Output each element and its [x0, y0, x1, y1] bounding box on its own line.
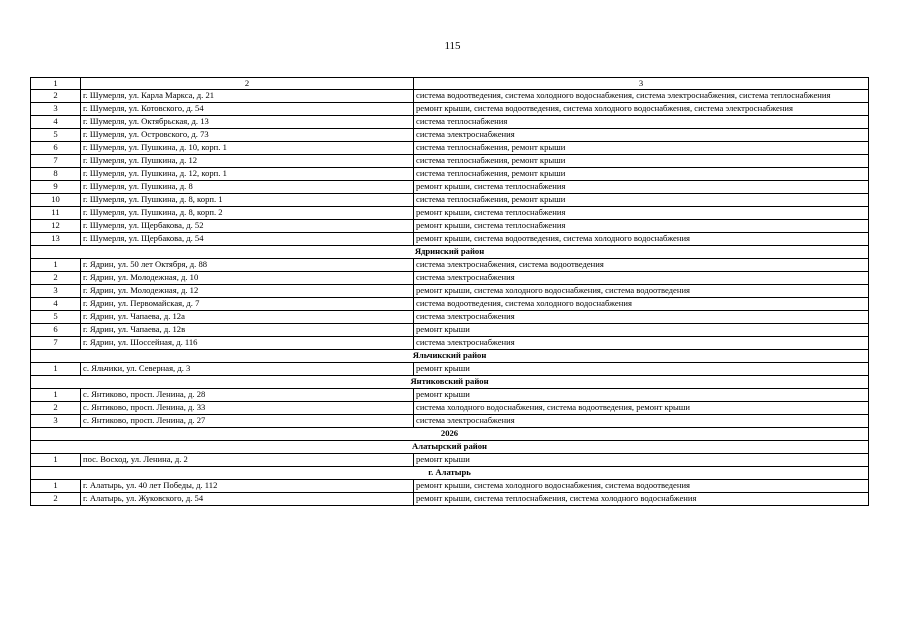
row-number: 12 [31, 220, 81, 233]
works-cell: система электроснабжения, система водоотведения [414, 259, 869, 272]
row-number: 4 [31, 298, 81, 311]
works-cell: система электроснабжения [414, 415, 869, 428]
address-cell: г. Шумерля, ул. Пушкина, д. 8, корп. 2 [81, 207, 414, 220]
row-number: 7 [31, 337, 81, 350]
address-cell: г. Шумерля, ул. Щербакова, д. 54 [81, 233, 414, 246]
address-cell: г. Ядрин, ул. Первомайская, д. 7 [81, 298, 414, 311]
address-cell: г. Ядрин, ул. Шоссейная, д. 116 [81, 337, 414, 350]
row-number: 8 [31, 168, 81, 181]
works-cell: система электроснабжения [414, 272, 869, 285]
address-cell: г. Шумерля, ул. Пушкина, д. 8, корп. 1 [81, 194, 414, 207]
table-row [31, 324, 869, 337]
table-row [31, 194, 869, 207]
table-row [31, 480, 869, 493]
table-row [31, 272, 869, 285]
works-cell: ремонт крыши, система теплоснабжения, система холодного водоснабжения [414, 493, 869, 506]
row-number: 2 [31, 493, 81, 506]
row-number: 6 [31, 324, 81, 337]
table-row [31, 220, 869, 233]
table-row [31, 116, 869, 129]
address-cell: г. Шумерля, ул. Пушкина, д. 8 [81, 181, 414, 194]
table-row [31, 493, 869, 506]
table-row [31, 142, 869, 155]
address-cell: с. Яльчики, ул. Северная, д. 3 [81, 363, 414, 376]
table-row [31, 207, 869, 220]
works-cell: ремонт крыши, система теплоснабжения [414, 220, 869, 233]
works-cell: ремонт крыши, система теплоснабжения [414, 207, 869, 220]
table-row [31, 90, 869, 103]
registry-table-body [31, 78, 869, 506]
address-cell: г. Ядрин, ул. Молодежная, д. 10 [81, 272, 414, 285]
works-cell: система электроснабжения [414, 337, 869, 350]
address-cell: г. Шумерля, ул. Октябрьская, д. 13 [81, 116, 414, 129]
section-heading-row [31, 467, 869, 480]
works-cell: ремонт крыши, система холодного водоснабжения, система водоотведения [414, 285, 869, 298]
works-cell: ремонт крыши, система водоотведения, система холодного водоснабжения, система электроснабжения [414, 103, 869, 116]
address-cell: г. Шумерля, ул. Пушкина, д. 12 [81, 155, 414, 168]
section-heading-row [31, 376, 869, 389]
section-heading-row [31, 428, 869, 441]
table-row [31, 259, 869, 272]
works-cell: система электроснабжения [414, 311, 869, 324]
address-cell: г. Шумерля, ул. Островского, д. 73 [81, 129, 414, 142]
row-number: 5 [31, 311, 81, 324]
works-cell: система холодного водоснабжения, система водоотведения, ремонт крыши [414, 402, 869, 415]
row-number: 6 [31, 142, 81, 155]
table-row [31, 103, 869, 116]
section-heading: 2026 [31, 428, 869, 441]
registry-table [30, 77, 869, 506]
works-cell: система теплоснабжения [414, 116, 869, 129]
works-cell: ремонт крыши [414, 389, 869, 402]
address-cell: с. Янтиково, просп. Ленина, д. 28 [81, 389, 414, 402]
works-cell: ремонт крыши, система теплоснабжения [414, 181, 869, 194]
row-number: 3 [31, 415, 81, 428]
table-row [31, 129, 869, 142]
address-cell: г. Ядрин, ул. 50 лет Октября, д. 88 [81, 259, 414, 272]
row-number: 1 [31, 389, 81, 402]
works-cell: ремонт крыши, система водоотведения, система холодного водоснабжения [414, 233, 869, 246]
address-cell: г. Ядрин, ул. Молодежная, д. 12 [81, 285, 414, 298]
row-number: 3 [31, 103, 81, 116]
address-cell: г. Алатырь, ул. 40 лет Победы, д. 112 [81, 480, 414, 493]
table-row [31, 337, 869, 350]
table-row [31, 454, 869, 467]
section-heading-row [31, 350, 869, 363]
row-number: 11 [31, 207, 81, 220]
works-cell: система теплоснабжения, ремонт крыши [414, 168, 869, 181]
address-cell: г. Ядрин, ул. Чапаева, д. 12а [81, 311, 414, 324]
table-row [31, 298, 869, 311]
column-number-3: 3 [414, 78, 869, 90]
page-number: 115 [444, 40, 461, 52]
row-number: 9 [31, 181, 81, 194]
row-number: 13 [31, 233, 81, 246]
row-number: 2 [31, 90, 81, 103]
table-row [31, 415, 869, 428]
row-number: 4 [31, 116, 81, 129]
address-cell: г. Шумерля, ул. Щербакова, д. 52 [81, 220, 414, 233]
section-heading: Алатырский район [31, 441, 869, 454]
table-row [31, 285, 869, 298]
address-cell: г. Шумерля, ул. Котовского, д. 54 [81, 103, 414, 116]
table-row [31, 233, 869, 246]
table-row [31, 155, 869, 168]
works-cell: система теплоснабжения, ремонт крыши [414, 155, 869, 168]
section-heading-row [31, 246, 869, 259]
row-number: 10 [31, 194, 81, 207]
works-cell: ремонт крыши [414, 363, 869, 376]
row-number: 1 [31, 259, 81, 272]
table-row [31, 181, 869, 194]
row-number: 3 [31, 285, 81, 298]
works-cell: система теплоснабжения, ремонт крыши [414, 142, 869, 155]
address-cell: г. Алатырь, ул. Жуковского, д. 54 [81, 493, 414, 506]
address-cell: г. Шумерля, ул. Пушкина, д. 10, корп. 1 [81, 142, 414, 155]
row-number: 5 [31, 129, 81, 142]
column-number-row [31, 78, 869, 90]
table-row [31, 311, 869, 324]
works-cell: ремонт крыши, система холодного водоснабжения, система водоотведения [414, 480, 869, 493]
works-cell: ремонт крыши [414, 454, 869, 467]
works-cell: система теплоснабжения, ремонт крыши [414, 194, 869, 207]
address-cell: с. Янтиково, просп. Ленина, д. 27 [81, 415, 414, 428]
section-heading: Яльчикский район [31, 350, 869, 363]
row-number: 1 [31, 363, 81, 376]
table-row [31, 363, 869, 376]
table-row [31, 402, 869, 415]
address-cell: с. Янтиково, просп. Ленина, д. 33 [81, 402, 414, 415]
row-number: 1 [31, 454, 81, 467]
section-heading: Ядринский район [31, 246, 869, 259]
address-cell: г. Шумерля, ул. Пушкина, д. 12, корп. 1 [81, 168, 414, 181]
row-number: 1 [31, 480, 81, 493]
address-cell: г. Шумерля, ул. Карла Маркса, д. 21 [81, 90, 414, 103]
section-heading-row [31, 441, 869, 454]
table-row [31, 389, 869, 402]
works-cell: система электроснабжения [414, 129, 869, 142]
works-cell: система водоотведения, система холодного водоснабжения, система электроснабжения, система теплоснабжения [414, 90, 869, 103]
address-cell: г. Ядрин, ул. Чапаева, д. 12в [81, 324, 414, 337]
row-number: 2 [31, 272, 81, 285]
column-number-1: 1 [31, 78, 81, 90]
section-heading: г. Алатырь [31, 467, 869, 480]
row-number: 7 [31, 155, 81, 168]
address-cell: пос. Восход, ул. Ленина, д. 2 [81, 454, 414, 467]
section-heading: Янтиковский район [31, 376, 869, 389]
column-number-2: 2 [81, 78, 414, 90]
works-cell: ремонт крыши [414, 324, 869, 337]
works-cell: система водоотведения, система холодного водоснабжения [414, 298, 869, 311]
table-row [31, 168, 869, 181]
row-number: 2 [31, 402, 81, 415]
